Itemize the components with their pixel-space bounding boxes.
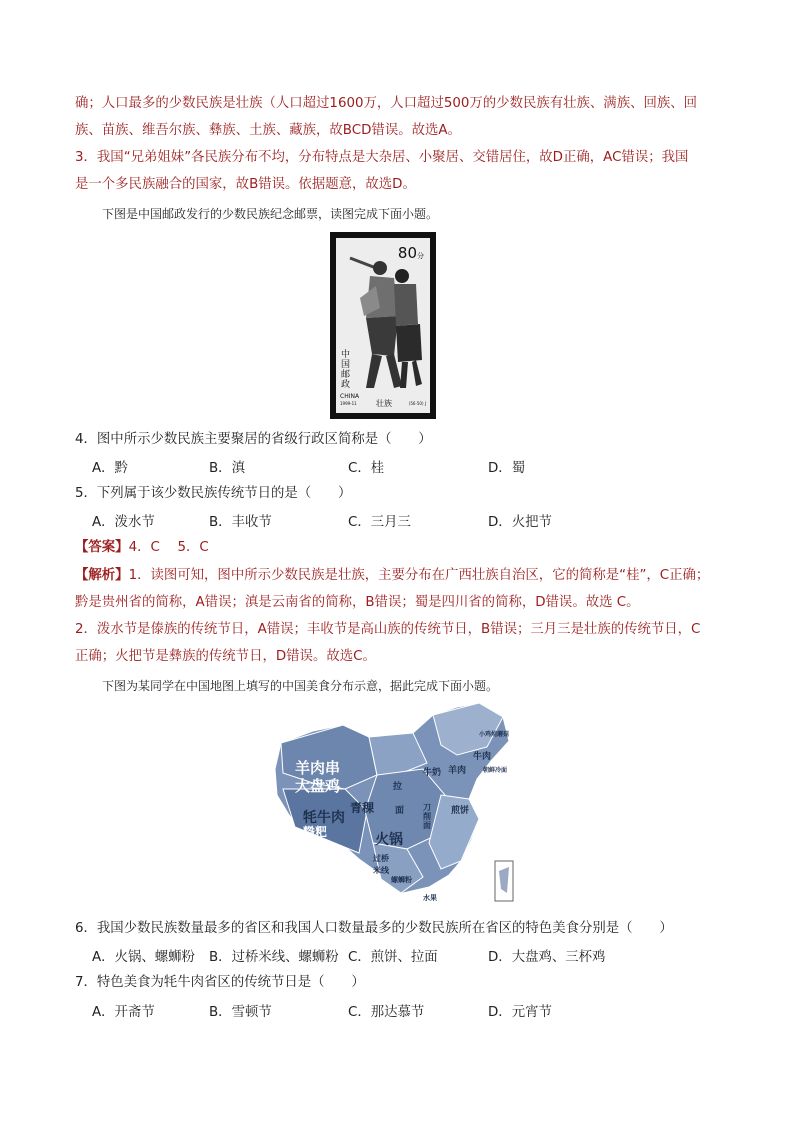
map-label-daoxiaomian: 刀削面: [423, 803, 431, 830]
map-label-qingke: 青稞: [350, 801, 375, 815]
map-legend: [283, 847, 342, 887]
map-label-mixian: 米线: [373, 866, 389, 875]
q7-option-d: D．元宵节: [488, 1005, 552, 1020]
answer-text: 4．C 5．C: [128, 540, 209, 555]
q5-option-a: A．泼水节: [92, 515, 155, 530]
map-label-huoguo: 火锅: [375, 832, 403, 848]
map-legend-row-4: 香港：早茶点、奶茶: [283, 871, 342, 879]
q6-option-d: D．大盘鸡、三杯鸡: [488, 950, 606, 965]
q6-option-c: C．煎饼、拉面: [348, 950, 438, 965]
china-food-map: [273, 703, 515, 907]
map-label-maoniurou: 牦牛肉: [303, 810, 345, 826]
analysis-tag: 【解析】: [75, 568, 129, 583]
q7-option-c: C．那达慕节: [348, 1005, 425, 1020]
analysis-line-3: 3．我国“兄弟姐妹”各民族分布不均，分布特点是大杂居、小聚居、交错居住，故D正确，AC错误；我国: [75, 150, 689, 165]
stamp-value: 80: [397, 244, 417, 262]
q7-option-a: A．开斋节: [92, 1005, 155, 1020]
map-label-mian: 面: [395, 806, 405, 816]
q7-option-b: B．雪顿节: [209, 1005, 272, 1020]
stamp-country-en: CHINA: [340, 393, 360, 400]
map-legend-row-3: 上海：油面筋: [283, 863, 322, 871]
analysis-line-1: 确；人口最多的少数民族是壮族（人口超过1600万，人口超过500万的少数民族有壮族、满族、回族、回: [75, 96, 698, 111]
q4-option-a: A．黔: [92, 461, 128, 476]
answer-line: [75, 538, 209, 558]
map-label-dapanji: 大盘鸡: [295, 777, 341, 795]
q7-stem: 7．特色美食为牦牛肉省区的传统节日是（ ）: [75, 975, 365, 990]
q6-stem: 6．我国少数民族数量最多的省区和我国人口数量最多的少数民族所在省区的特色美食分别是（ ）: [75, 921, 673, 936]
stamp-serial-left: 1999-11: [340, 401, 357, 406]
q4-option-c: C．桂: [348, 461, 385, 476]
analysis-line-4: 是一个多民族融合的国家，故B错误。依据题意，故选D。: [75, 177, 416, 192]
analysis2-line-1: [75, 566, 709, 586]
stamp-image: [330, 232, 436, 419]
analysis2-text-1: 1．读图可知，图中所示少数民族是壮族，主要分布在广西壮族自治区，它的简称是“桂”，C正确；: [128, 568, 710, 583]
map-label-luosifen: 螺蛳粉: [391, 876, 412, 884]
stamp-caption: 壮族: [376, 399, 392, 408]
map-label-lengmian: 朝鲜冷面: [483, 767, 508, 774]
map-label-yangrou: 羊肉: [448, 766, 467, 776]
stamp-country-cn: 中国邮政: [341, 350, 351, 390]
analysis2-line-3: 2．泼水节是傣族的传统节日，A错误；丰收节是高山族的传统节日，B错误；三月三是壮族的传统节日，C: [75, 622, 701, 637]
map-label-niurou: 牛肉: [473, 752, 492, 762]
map-label-shuiguo: 水果: [423, 894, 437, 902]
map-label-la: 拉: [393, 782, 403, 792]
q4-stem: 4．图中所示少数民族主要聚居的省级行政区简称是（ ）: [75, 432, 432, 447]
stamp-intro: 下图是中国邮政发行的少数民族纪念邮票，读图完成下面小题。: [102, 207, 439, 221]
map-label-niunai: 牛奶: [423, 768, 442, 778]
map-legend-row-5: 澳门：葡挞: [283, 879, 316, 887]
map-legend-row-2: 天津：包子: [283, 855, 316, 863]
analysis2-line-2: 黔是贵州省的简称，A错误；滇是云南省的简称，B错误；蜀是四川省的简称，D错误。故选 C。: [75, 595, 640, 610]
map-label-zanba: 糌粑: [303, 825, 328, 839]
map-label-guoqiao: 过桥: [373, 854, 389, 863]
analysis-line-2: 族、苗族、维吾尔族、彝族、土族、藏族，故BCD错误。故选A。: [75, 123, 461, 138]
map-label-jianbing: 煎饼: [451, 806, 470, 816]
q5-option-d: D．火把节: [488, 515, 552, 530]
q5-stem: 5．下列属于该少数民族传统节日的是（ ）: [75, 486, 352, 501]
map-intro: 下图为某同学在中国地图上填写的中国美食分布示意，据此完成下面小题。: [102, 679, 499, 693]
q5-option-b: B．丰收节: [209, 515, 272, 530]
q6-option-a: A．火锅、螺蛳粉: [92, 950, 195, 965]
map-legend-row-1: 北京：烤鸭: [283, 847, 316, 855]
stamp-serial-right: (56-50) J: [408, 401, 426, 406]
analysis2-line-4: 正确；火把节是彝族的传统节日，D错误。故选C。: [75, 649, 376, 664]
map-label-yangrouchuan: 羊肉串: [295, 759, 341, 777]
answer-tag: 【答案】: [75, 540, 129, 555]
map-label-xiaojidun: 小鸡炖蘑菇: [479, 731, 510, 738]
q5-option-c: C．三月三: [348, 515, 411, 530]
q4-option-d: D．蜀: [488, 461, 526, 476]
q6-option-b: B．过桥米线、螺蛳粉: [209, 950, 339, 965]
stamp-unit: 分: [417, 252, 424, 260]
q4-option-b: B．滇: [209, 461, 245, 476]
